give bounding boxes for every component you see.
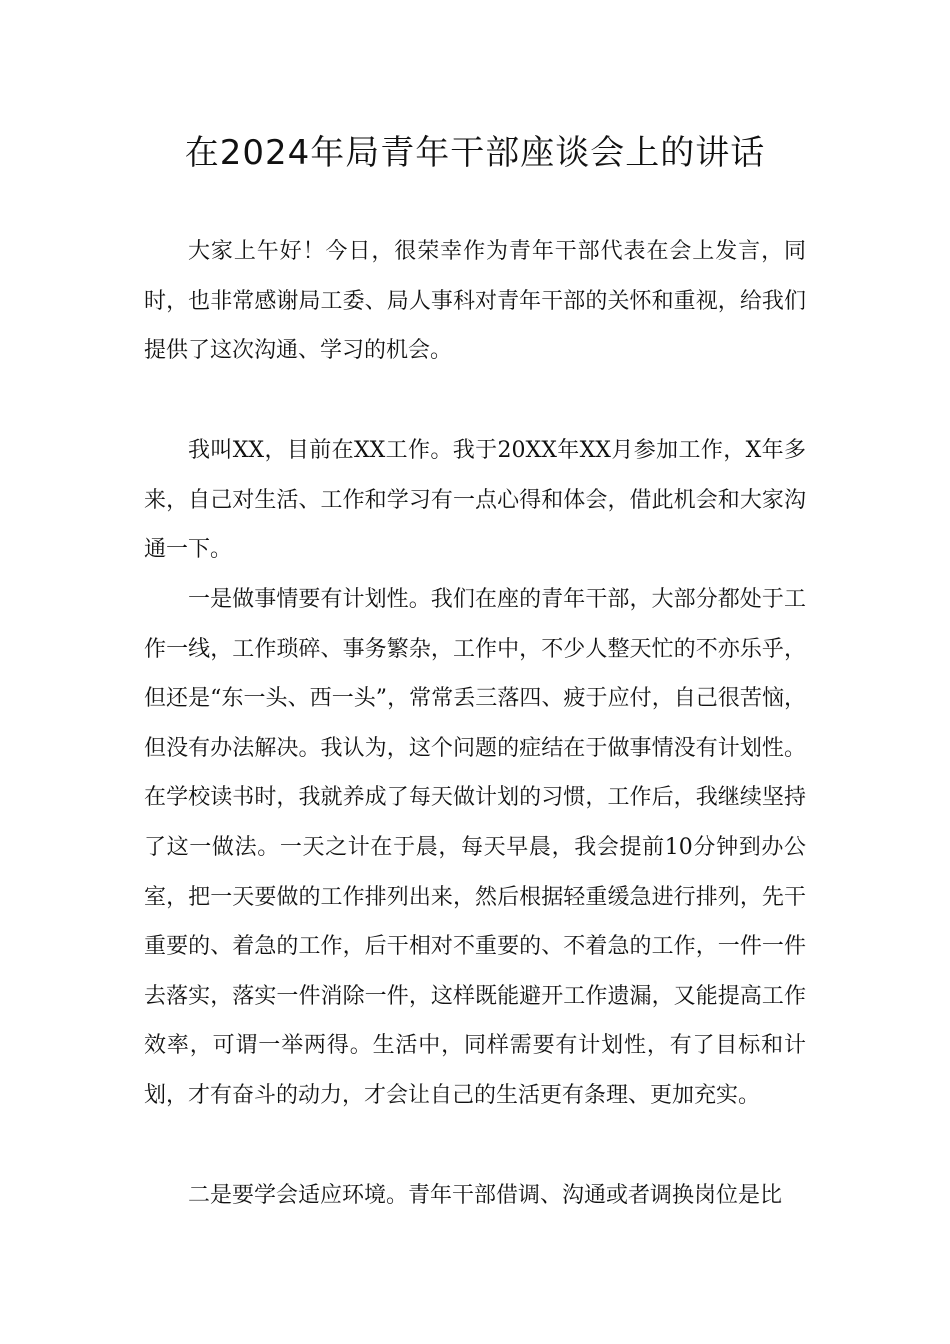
document-title: 在2024年局青年干部座谈会上的讲话 [184, 133, 766, 173]
paragraph-greeting: 大家上午好！今日，很荣幸作为青年干部代表在会上发言，同时，也非常感谢局工委、局人事科对青年干部的关怀和重视，给我们提供了这次沟通、学习的机会。 [144, 239, 806, 364]
paragraph-introduction: 我叫XX，目前在XX工作。我于20XX年XX月参加工作，X年多来，自己对生活、工作和学习有一点心得和体会，借此机会和大家沟通一下。 [144, 438, 806, 563]
paragraph-point-one: 一是做事情要有计划性。我们在座的青年干部，大部分都处于工作一线，工作琐碎、事务繁杂，工作中，不少人整天忙的不亦乐乎，但还是“东一头、西一头”，常常丢三落四、疲于应付，自己很苦恼，但没有办法解决。我认为，这个问题的症结在于做事情没有计划性。在学校读书时，我就养成了每天做计划的习惯，工作后，我继续坚持了这一做法。一天之计在于晨，每天早晨，我会提前10分钟到办公室，把一天要做的工作排列出来，然后根据轻重缓急进行排列，先干重要的、着急的工作，后干相对不重要的、不着急的工作，一件一件去落实，落实一件消除一件，这样既能避开工作遗漏，又能提高工作效率，可谓一举两得。生活中，同样需要有计划性，有了目标和计划，才有奋斗的动力，才会让自己的生活更有条理、更加充实。 [144, 587, 806, 1108]
paragraph-point-two: 二是要学会适应环境。青年干部借调、沟通或者调换岗位是比 [188, 1183, 783, 1208]
